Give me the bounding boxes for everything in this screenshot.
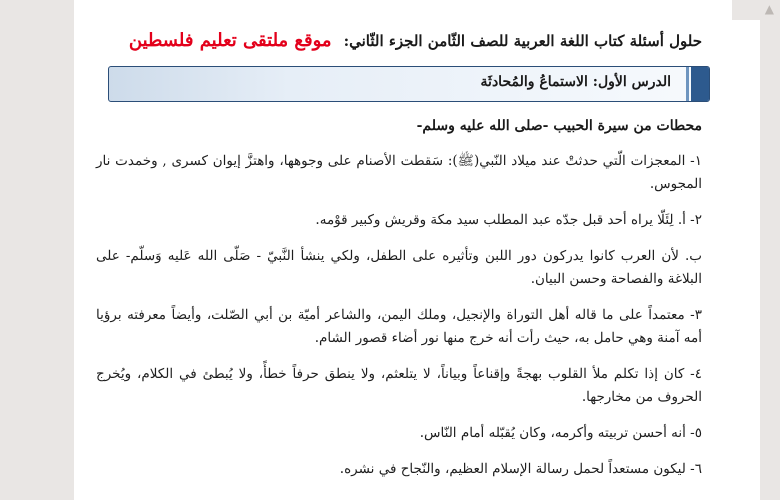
site-name[interactable]: موقع ملتقى تعليم فلسطين	[128, 30, 332, 51]
banner-strip	[691, 67, 709, 101]
scroll-up-icon[interactable]: ▲	[764, 2, 774, 16]
document-title: حلول أسئلة كتاب اللغة العربية للصف الثّامن الجزء الثّاني:	[343, 32, 702, 50]
document-page	[74, 0, 760, 500]
answer-paragraph-6: ٦- ليكون مستعداً لحمل رسالة الإسلام العظيم، والنّجاح في نشره.	[339, 461, 702, 477]
lesson-banner	[108, 66, 710, 102]
section-heading: محطات من سيرة الحبيب -صلى الله عليه وسلم-	[416, 118, 702, 134]
answer-paragraph-2a: ٢- أ. لِئَلّا يراه أحد قبل جدّه عبد المطلب سيد مكة وقريش وكبير قوْمه.	[315, 212, 702, 228]
answer-paragraph-4: ٤- كان إذا تكلم ملأ القلوب بهجةً وإقناعاً وبياناً، لا يتلعثم، ولا ينطق حرفاً خطأً، ولا يُبطئ في الكلام، ويُخرج الحروف من مخارجها.	[96, 366, 702, 405]
lesson-title: الدرس الأول: الاستماعُ والمُحادثَة	[480, 74, 671, 90]
banner-strip-accent	[686, 67, 689, 101]
scroll-top-area[interactable]	[732, 0, 780, 20]
answer-paragraph-1: ١- المعجزات الّتي حدثتْ عند ميلاد النّبي(ﷺ): سَقطت الأصنام على وجوهها، واهتزَّ إيوان كسرى , وخمدت نار المجوس.	[96, 153, 702, 192]
page-header	[94, 30, 702, 58]
answer-paragraph-3: ٣- معتمداً على ما قاله أهل التوراة والإنجيل، وملك اليمن، والشاعر أميّة بن أبي الصّلت، وأيضاً معرفته برؤيا أمه آمنة وهي حامل به، حيث رأت أنه خرج منها نور أضاء قصور الشام.	[96, 307, 702, 346]
answer-paragraph-2b: ب. لأن العرب كانوا يدركون دور اللبن وتأثيره على الطفل، ولكي ينشأ النَّبيّ - صَلّى الله عَليه وَسلّم- على البلاغة والفصاحة وحسن البيان.	[96, 248, 702, 287]
answer-paragraph-5: ٥- أنه أحسن تربيته وأكرمه، وكان يُقبّله أمام النّاس.	[419, 425, 702, 441]
document-body	[96, 118, 702, 494]
